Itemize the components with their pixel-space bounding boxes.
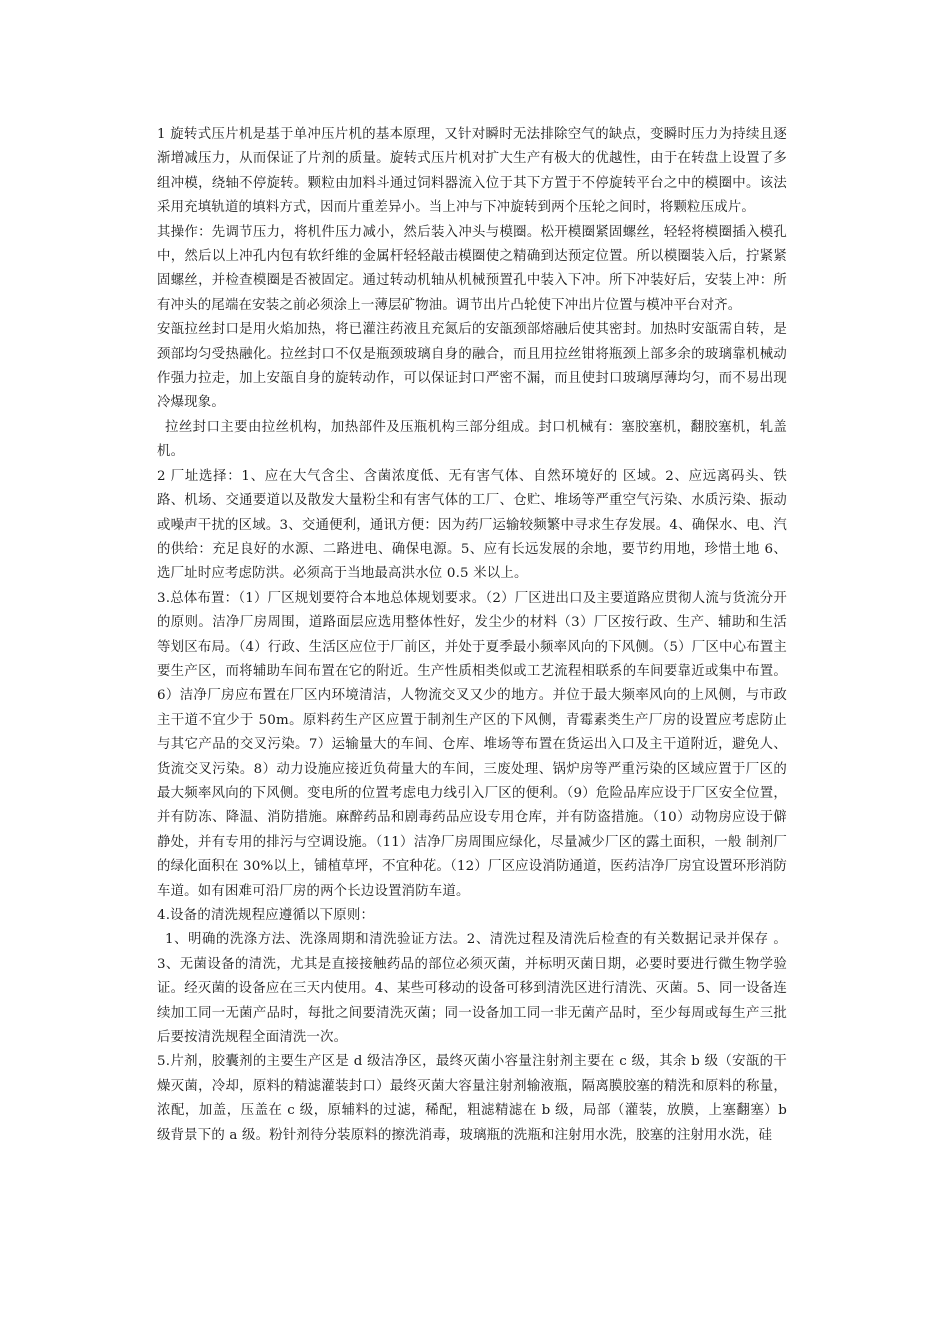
paragraph-site-selection: 2 厂址选择：1、应在大气含尘、含菌浓度低、无有害气体、自然环境好的 区域。2、应远离码头、铁路、机场、交通要道以及散发大量粉尘和有害气体的工厂、仓贮、堆场等严重空气污染、水质污染、振动或噪声干扰的区域。3、交通便利，通讯方便：因为药厂运输较频繁中寻求生存发展。4、确保水、电、汽的供给：充足良好的水源、二路进电、确保电源。5、应有长远发展的余地，要节约用地，珍惜土地 6、选厂址时应考虑防洪。必须高于当地最高洪水位 0.5 米以上。: [157, 468, 787, 582]
paragraph-sealing-mechanism: 拉丝封口主要由拉丝机构，加热部件及压瓶机构三部分组成。封口机械有：塞胶塞机，翻胶塞机，轧盖机。: [157, 419, 787, 460]
paragraph-ampoule-sealing: 安瓿拉丝封口是用火焰加热，将已灌注药液且充氮后的安瓿颈部熔融后使其密封。加热时安瓿需自转，是颈部均匀受热融化。拉丝封口不仅是瓶颈玻璃自身的融合，而且用拉丝钳将瓶颈上部多余的玻璃靠机械动作强力拉走，加上安瓿自身的旋转动作，可以保证封口严密不漏，而且使封口玻璃厚薄均匀，而不易出现冷爆现象。: [157, 322, 787, 411]
paragraph-operation-steps: 其操作：先调节压力，将机件压力减小，然后装入冲头与模圈。松开模圈紧固螺丝，轻轻将模圈插入模孔中，然后以上冲孔内包有软纤维的金属杆轻轻敲击模圈使之精确到达预定位置。所以模圈装入后，拧紧紧固螺丝，并检查模圈是否被固定。通过转动机轴从机械预置孔中装入下冲。所下冲装好后，安装上冲：所有冲头的尾端在安装之前必须涂上一薄层矿物油。调节出片凸轮使下冲出片位置与模冲平台对齐。: [157, 224, 787, 313]
paragraph-cleaning-heading: 4.设备的清洗规程应遵循以下原则：: [157, 908, 375, 923]
paragraph-cleaning-principles: 1、明确的洗涤方法、洗涤周期和清洗验证方法。2、清洗过程及清洗后检查的有关数据记录并保存 。3、无菌设备的清洗，尤其是直接接触药品的部位必须灭菌，并标明灭菌日期，必要时要进行微生物学验证。经灭菌的设备应在三天内使用。4、某些可移动的设备可移到清洗区进行清洗、灭菌。5、同一设备连续加工同一无菌产品时，每批之间要清洗灭菌；同一设备加工同一非无菌产品时，至少每周或每生产三批后要按清洗规程全面清洗一次。: [157, 932, 787, 1046]
paragraph-clean-zones: 5.片剂，胶囊剂的主要生产区是 d 级洁净区，最终灭菌小容量注射剂主要在 c 级，其余 b 级（安瓿的干燥灭菌，冷却，原料的精滤灌装封口）最终灭菌大容量注射剂输液瓶，隔离膜胶塞的精洗和原料的称量，浓配，加盖，压盖在 c 级，原辅料的过滤，稀配，粗滤精滤在 b 级，局部（灌装，放膜，上塞翻塞）b 级背景下的 a 级。粉针剂待分装原料的擦洗消毒，玻璃瓶的洗瓶和注射用水洗，胶塞的注射用水洗，硅: [157, 1054, 787, 1143]
paragraph-rotary-tablet-press: 1 旋转式压片机是基于单冲压片机的基本原理，又针对瞬时无法排除空气的缺点，变瞬时压力为持续且逐渐增减压力，从而保证了片剂的质量。旋转式压片机对扩大生产有极大的优越性，由于在转盘上设置了多组冲模，绕轴不停旋转。颗粒由加料斗通过饲料器流入位于其下方置于不停旋转平台之中的模圈中。该法采用充填轨道的填料方式，因而片重差异小。当上冲与下冲旋转到两个压轮之间时，将颗粒压成片。: [157, 127, 787, 216]
document-body: [157, 123, 787, 1148]
paragraph-general-layout: 3.总体布置：（1）厂区规划要符合本地总体规划要求。（2）厂区进出口及主要道路应贯彻人流与货流分开的原则。洁净厂房周围，道路面层应选用整体性好，发尘少的材料（3）厂区按行政、生产、辅助和生活等划区布局。（4）行政、生活区应位于厂前区，并处于夏季最小频率风向的下风侧。（5）厂区中心布置主要生产区，而将辅助车间布置在它的附近。生产性质相类似或工艺流程相联系的车间要靠近或集中布置。6）洁净厂房应布置在厂区内环境清洁，人物流交叉又少的地方。并位于最大频率风向的上风侧，与市政主干道不宜少于 50m。原料药生产区应置于制剂生产区的下风侧，青霉素类生产厂房的设置应考虑防止与其它产品的交叉污染。7）运输量大的车间、仓库、堆场等布置在货运出入口及主干道附近，避免人、货流交叉污染。8）动力设施应接近负荷量大的车间，三废处理、锅炉房等严重污染的区域应置于厂区的最大频率风向的下风侧。变电所的位置考虑电力线引入厂区的便利。（9）危险品库应设于厂区安全位置，并有防冻、降温、消防措施。麻醉药品和剧毒药品应设专用仓库，并有防盗措施。（10）动物房应设于僻静处，并有专用的排污与空调设施。（11）洁净厂房周围应绿化，尽量减少厂区的露土面积，一般 制剂厂的绿化面积在 30%以上，铺植草坪，不宜种花。（12）厂区应设消防通道，医药洁净厂房宜设置环形消防车道。如有困难可沿厂房的两个长边设置消防车道。: [157, 590, 787, 899]
